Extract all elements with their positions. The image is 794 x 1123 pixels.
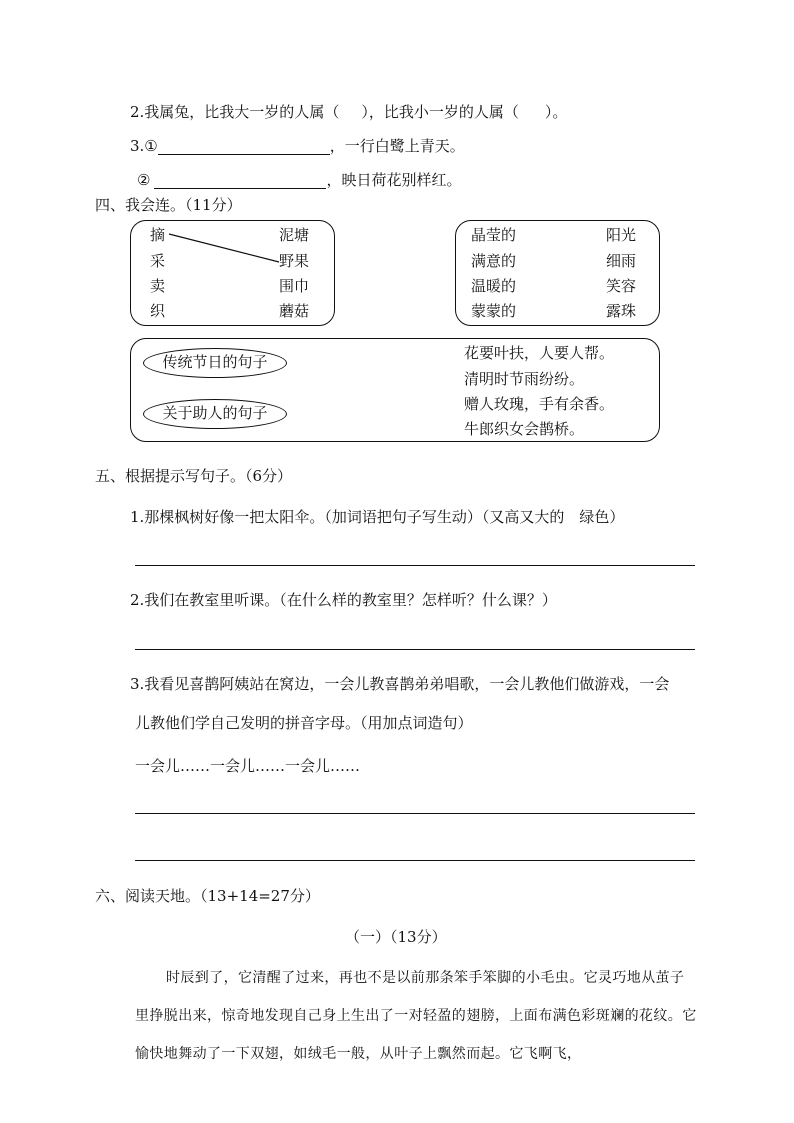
sentence-3[interactable]: 赠人玫瑰，手有余香。 [464, 395, 615, 413]
box2-right-3[interactable]: 笑容 [606, 277, 637, 295]
section-5-question-3-line1: 3.我看见喜鹊阿姨站在窝边，一会儿教喜鹊弟弟唱歌，一会儿教他们做游戏，一会 [130, 675, 670, 693]
reading-part-1-title: （一）（13分） [345, 928, 447, 946]
oval-festival-sentences[interactable]: 传统节日的句子 [143, 348, 287, 378]
box1-left-2[interactable]: 采 [150, 252, 166, 270]
box2-right-1[interactable]: 阳光 [606, 226, 637, 244]
sentence-4[interactable]: 牛郎织女会鹊桥。 [464, 420, 585, 438]
sentence-2[interactable]: 清明时节雨纷纷。 [464, 370, 585, 388]
box2-left-1[interactable]: 晶莹的 [471, 226, 517, 244]
section-5-question-3-line2: 儿教他们学自己发明的拼音字母。（用加点词造句） [135, 714, 473, 732]
answer-line-4[interactable] [135, 860, 695, 861]
box1-right-1[interactable]: 泥塘 [279, 226, 310, 244]
box1-right-3[interactable]: 围巾 [279, 277, 310, 295]
section-5-heading: 五、根据提示写句子。（6分） [95, 467, 293, 485]
q2-mid: ），比我小一岁的人属（ [361, 103, 519, 121]
q3-tail-1: ，一行白鹭上青天。 [329, 137, 465, 155]
answer-line-3[interactable] [135, 813, 695, 814]
box1-left-4[interactable]: 织 [150, 302, 166, 320]
box1-left-1[interactable]: 摘 [150, 226, 166, 244]
section-4-heading: 四、我会连。（11分） [95, 196, 242, 214]
reading-paragraph [135, 959, 697, 1073]
box2-left-3[interactable]: 温暖的 [471, 277, 517, 295]
oval-helping-sentences[interactable]: 关于助人的句子 [143, 399, 287, 429]
sentence-1[interactable]: 花要叶扶，人要人帮。 [464, 344, 615, 362]
section-5-question-1: 1.那棵枫树好像一把太阳伞。（加词语把句子写生动）（又高又大的 绿色） [130, 508, 625, 526]
box2-right-4[interactable]: 露珠 [606, 302, 637, 320]
q2-prefix: 2.我属兔，比我大一岁的人属（ [130, 103, 340, 121]
q2-suffix: ）。 [544, 103, 568, 121]
box1-left-3[interactable]: 卖 [150, 277, 166, 295]
connect-line-zhai-yeguo [169, 234, 279, 262]
q3-tail-2: ，映日荷花别样红。 [326, 171, 462, 189]
section-6-heading: 六、阅读天地。（13+14=27分） [95, 887, 320, 905]
reading-paragraph-text: 时辰到了，它清醒了过来，再也不是以前那条笨手笨脚的小毛虫。它灵巧地从茧子里挣脱出来，惊奇地发现自己身上生出了一对轻盈的翅膀，上面布满色彩斑斓的花纹。它愉快地舞动了一下双翅，如绒毛一般，从叶子上飘然而起。它飞啊飞， [135, 970, 697, 1062]
box2-left-4[interactable]: 蒙蒙的 [471, 302, 517, 320]
box2-right-2[interactable]: 细雨 [606, 252, 637, 270]
answer-line-2[interactable] [135, 649, 695, 650]
q3-label-2: ② [137, 171, 151, 189]
section-5-question-3-pattern: 一会儿……一会儿……一会儿…… [135, 757, 361, 775]
answer-line-1[interactable] [135, 565, 695, 566]
box2-left-2[interactable]: 满意的 [471, 252, 517, 270]
q3-label-1: 3.① [130, 137, 158, 155]
box1-right-2[interactable]: 野果 [279, 252, 310, 270]
box1-right-4[interactable]: 蘑菇 [279, 302, 310, 320]
section-5-question-2: 2.我们在教室里听课。（在什么样的教室里？怎样听？什么课？） [130, 591, 557, 609]
